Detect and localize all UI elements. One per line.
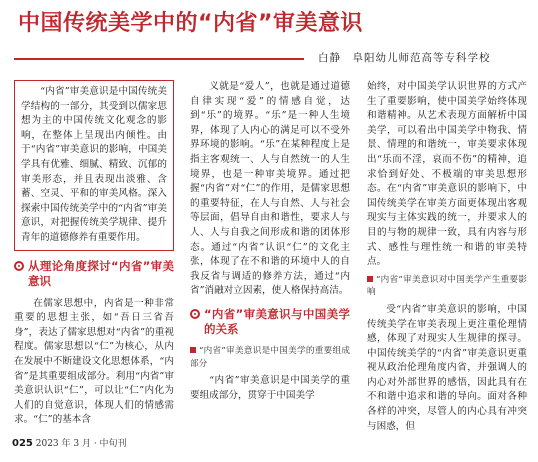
abstract-text: “内省”审美意识是中国传统美学结构的一部分，其受到以儒家思想为主的中国传统文化观念的影响，在整体上呈现出内倾性。由于“内省”审美意识的影响，中国美学具有优雅、细腻、精致、沉郁的审美形态，并且表现出淡雅、含蓄、空灵、平和的审美风格。深入探索中国传统美学中的“内省”审美意识，对把握传统美学规律、提升青年的道德修养有重要作用。 [21,86,167,243]
section-heading-1 [14,259,174,289]
body-paragraph: 受“内省”审美意识的影响，中国传统美学在审美表现上更注重伦理情感，体现了对现实人生规律的探寻。中国传统美学的“内省”审美意识更重视从政治伦理角度内省，并强调人的内心对外部世界的感悟，因此具有在不和谐中追求和谐的导向。面对各种各样的冲突，尽管人的内心具有冲突与困惑，但 [367,303,527,432]
body-paragraph: 始终，对中国美学认识世界的方式产生了重要影响，使中国美学始终体现和谐精神。从艺术表现方面解析中国美学，可以看出中国美学中物我、情景、情理的和谐统一，审美要求体现出“乐而不淫，哀而不伤”的精神，追求恰到好处、不极端的审美思想形态。在“内省”审美意识的影响下，中国传统美学在审美方面更体现出客观现实与主体实践的统一，并要求人的目的与物的规律一致，具有内容与形式、感性与理性统一和谐的审美特点。 [367,81,527,268]
page-footer [12,436,127,449]
byline-rule [14,58,304,60]
article-title: 中国传统美学中的“内省”审美意识 [18,11,363,36]
column-1 [14,80,174,428]
author-byline: 白静 阜阳幼儿师范高等专科学校 [318,52,491,64]
column-3 [367,80,527,434]
issue-info: 2023 年 3 月 · 中旬刊 [35,439,127,449]
body-paragraph: 义就是“爱人”，也就是通过道德自律实现“爱”的情感自觉，达到“乐”的境界。“乐”是一种人生境界，体现了人内心的满足可以不受外界环境的影响。“乐”在某种程度上是指主客观统一、人与自然统一的人生境界，也是一种审美境界。通过把握“内省”对“仁”的作用，是儒家思想的重要特征，在人与自然、人与社会等层面，倡导自由和谐性，要求人与人、人与自我之间形成和谐的团体形态。通过“内省”认识“仁”的文化主张，体现了在不和谐的环境中人的自我反省与调适的修养方法，通过“内省”消融对立因素，使人格保持高洁。 [190,81,350,297]
abstract-box [14,80,174,251]
page-number: 025 [12,438,33,449]
body-paragraph: 在儒家思想中，内省是一种非常重要的思想主张，如“吾日三省吾身”，表达了儒家思想对“内省”的重视程度。儒家思想以“仁”为核心，从内在发展中不断建设文化思想体系，“内省”是其重要组成部分。利用“内省”审美意识认识“仁”，可以让“仁”内化为人们的自觉意识，体现人们的情感需求。“仁”的基本含 [14,297,174,426]
column-2 [190,80,350,403]
subheading-1-text: “内省”审美意识是中国美学的重要组成部分 [190,345,350,369]
body-paragraph: “内省”审美意识是中国美学的重要组成部分，贯穿于中国美学 [190,375,350,401]
subheading-2 [367,274,527,299]
section-heading-2 [190,307,350,337]
section-heading-1-text: 从理论角度探讨“内省”审美意识 [28,258,174,288]
target-bullet-icon [14,261,24,271]
square-bullet-icon [190,347,196,353]
subheading-2-text: “内省”审美意识对中国美学产生重要影响 [367,274,527,298]
section-heading-2-text: “内省”审美意识与中国美学的关系 [204,306,350,336]
subheading-1 [190,345,350,370]
target-bullet-icon [190,309,200,319]
square-bullet-icon [367,276,373,282]
